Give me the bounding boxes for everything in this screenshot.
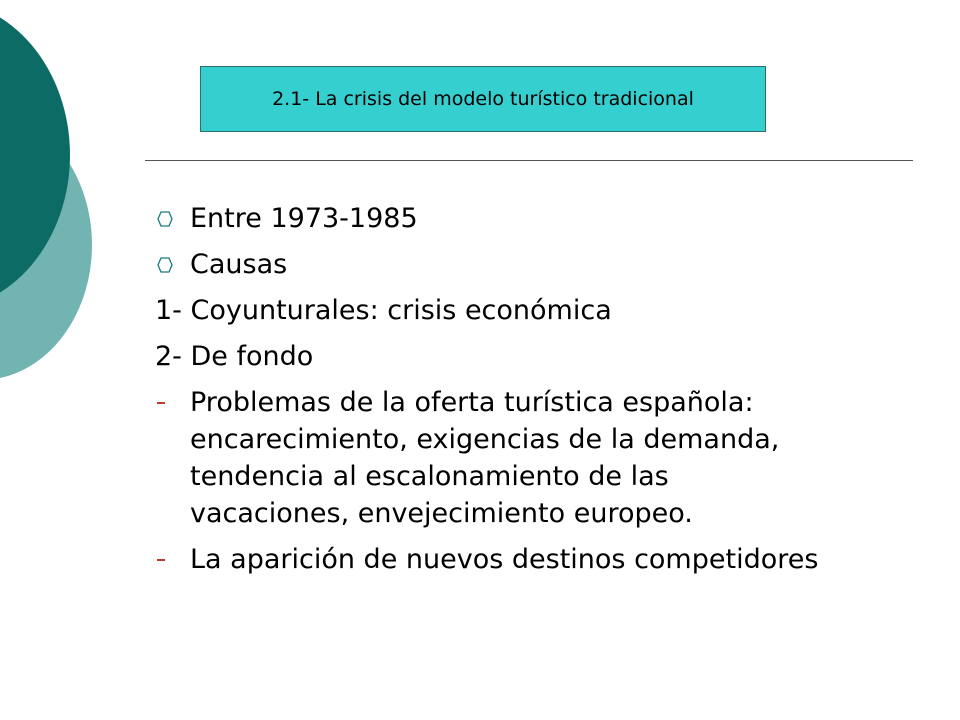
hexagon-bullet-icon — [155, 196, 181, 242]
bullet-list — [155, 196, 925, 583]
slide-title: 2.1- La crisis del modelo turístico tradicional — [272, 88, 694, 110]
dash-bullet-icon — [155, 380, 181, 426]
list-item-text-line: vacaciones, envejecimiento europeo. — [190, 498, 693, 529]
list-item-text: 2- De fondo — [155, 341, 314, 372]
list-item-text-line: Problemas de la oferta turística española: — [190, 387, 754, 418]
list-item-text: La aparición de nuevos destinos competidores — [190, 544, 819, 575]
list-item-text: Causas — [190, 249, 288, 280]
list-item-text: Entre 1973-1985 — [190, 203, 418, 234]
hexagon-bullet-icon — [155, 242, 181, 288]
dash-bullet-icon — [155, 537, 181, 583]
list-item — [155, 334, 925, 380]
list-item — [155, 196, 925, 242]
list-item-text-line: encarecimiento, exigencias de la demanda, — [190, 424, 780, 455]
list-item — [155, 288, 925, 334]
divider-line — [145, 160, 913, 161]
title-box — [200, 66, 766, 132]
list-item-text: 1- Coyunturales: crisis económica — [155, 295, 612, 326]
list-item — [155, 242, 925, 288]
list-item — [155, 537, 925, 583]
list-item — [155, 380, 925, 537]
list-item-text-line: tendencia al escalonamiento de las — [190, 461, 669, 492]
